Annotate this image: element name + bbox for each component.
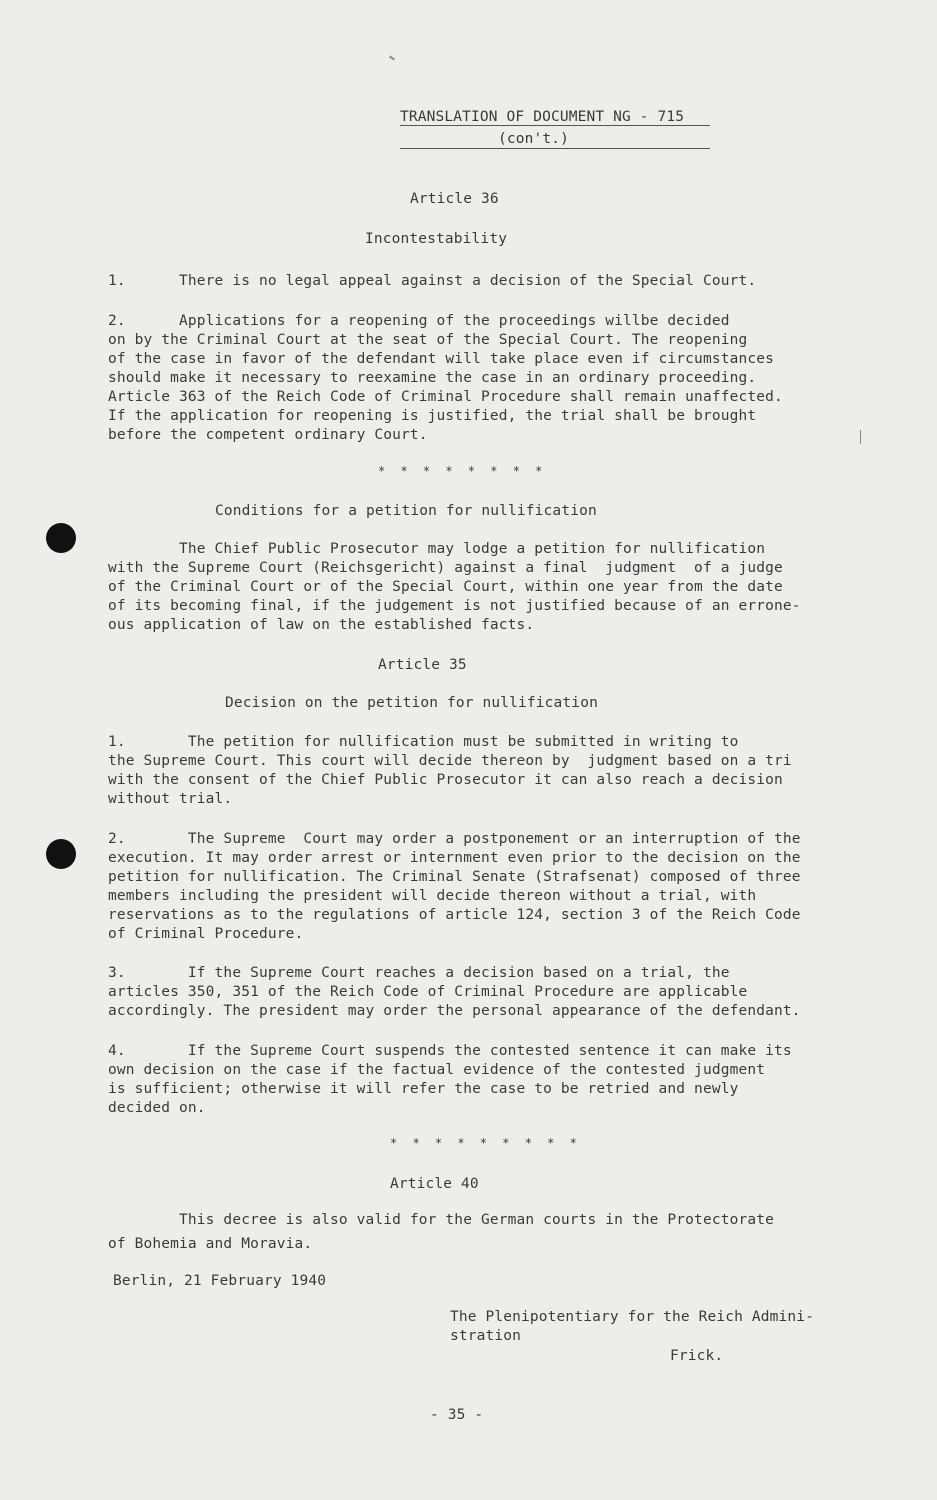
article-35-heading: Article 35 (378, 657, 467, 673)
article-36-paragraph-2-line: should make it necessary to reexamine the case in an ordinary proceeding. (108, 370, 757, 386)
nullification-body-line: ous application of law on the established facts. (108, 617, 535, 633)
article-35-paragraph-1-line: 1. The petition for nullification must be submitted in writing to (108, 734, 739, 750)
article-40-body-line: of Bohemia and Moravia. (108, 1236, 313, 1252)
title-underline (400, 125, 710, 126)
signatory-title-line: stration (450, 1328, 522, 1344)
article-35-paragraph-2-line: members including the president will decide thereon without a trial, with (108, 888, 757, 904)
article-35-paragraph-2-line: petition for nullification. The Criminal Senate (Strafsenat) composed of three (108, 869, 801, 885)
article-35-paragraph-1-line: with the consent of the Chief Public Prosecutor it can also reach a decision (108, 772, 783, 788)
article-36-paragraph-2-line: of the case in favor of the defendant will take place even if circumstances (108, 351, 774, 367)
article-35-paragraph-4-line: own decision on the case if the factual evidence of the contested judgment (108, 1062, 766, 1078)
document-title: TRANSLATION OF DOCUMENT NG - 715 (400, 109, 685, 125)
article-36-paragraph-1: 1. There is no legal appeal against a decision of the Special Court. (108, 273, 757, 289)
article-35-paragraph-2-line: 2. The Supreme Court may order a postponement or an interruption of the (108, 831, 801, 847)
article-35-paragraph-3-line: accordingly. The president may order the personal appearance of the defendant. (108, 1003, 801, 1019)
article-35-paragraph-1-line: the Supreme Court. This court will decide thereon by judgment based on a tri (108, 753, 792, 769)
article-36-paragraph-2-line: before the competent ordinary Court. (108, 427, 428, 443)
article-35-paragraph-4-line: decided on. (108, 1100, 206, 1116)
article-35-subheading: Decision on the petition for nullification (225, 695, 598, 711)
punch-hole (46, 839, 76, 869)
nullification-body-line: of the Criminal Court or of the Special Court, within one year from the date (108, 579, 783, 595)
article-40-body-line: This decree is also valid for the German courts in the Protectorate (108, 1212, 774, 1228)
article-35-paragraph-4-line: is sufficient; otherwise it will refer the case to be retried and newly (108, 1081, 739, 1097)
document-continuation: (con't.) (498, 131, 570, 147)
signatory-title-line: The Plenipotentiary for the Reich Admini- (450, 1309, 815, 1325)
punch-hole (46, 523, 76, 553)
article-40-heading: Article 40 (390, 1176, 479, 1192)
article-36-paragraph-2-line: Article 363 of the Reich Code of Criminal Procedure shall remain unaffected. (108, 389, 783, 405)
article-35-paragraph-3-line: articles 350, 351 of the Reich Code of Criminal Procedure are applicable (108, 984, 748, 1000)
article-36-heading: Article 36 (410, 191, 499, 207)
paper-speck (389, 55, 395, 60)
section-separator: * * * * * * * * (378, 464, 547, 478)
article-35-paragraph-2-line: reservations as to the regulations of article 124, section 3 of the Reich Code (108, 907, 801, 923)
article-36-paragraph-2-line: If the application for reopening is justified, the trial shall be brought (108, 408, 757, 424)
place-and-date: Berlin, 21 February 1940 (113, 1273, 327, 1289)
continuation-underline (400, 148, 710, 149)
section-separator: * * * * * * * * * (390, 1136, 581, 1150)
article-35-paragraph-2-line: execution. It may order arrest or internment even prior to the decision on the (108, 850, 801, 866)
nullification-body-line: with the Supreme Court (Reichsgericht) against a final judgment of a judge (108, 560, 783, 576)
nullification-body-line: of its becoming final, if the judgement is not justified because of an errone- (108, 598, 801, 614)
nullification-heading: Conditions for a petition for nullification (215, 503, 597, 519)
article-35-paragraph-1-line: without trial. (108, 791, 233, 807)
article-36-subheading: Incontestability (365, 231, 508, 247)
article-36-paragraph-2-line: on by the Criminal Court at the seat of the Special Court. The reopening (108, 332, 748, 348)
nullification-body-line: The Chief Public Prosecutor may lodge a petition for nullification (108, 541, 766, 557)
article-35-paragraph-3-line: 3. If the Supreme Court reaches a decision based on a trial, the (108, 965, 730, 981)
page-number: - 35 - (430, 1407, 484, 1423)
article-36-paragraph-2-line: 2. Applications for a reopening of the proceedings willbe decided (108, 313, 730, 329)
article-35-paragraph-2-line: of Criminal Procedure. (108, 926, 304, 942)
signatory-name: Frick. (670, 1348, 724, 1364)
article-35-paragraph-4-line: 4. If the Supreme Court suspends the contested sentence it can make its (108, 1043, 792, 1059)
paper-speck (860, 430, 861, 444)
